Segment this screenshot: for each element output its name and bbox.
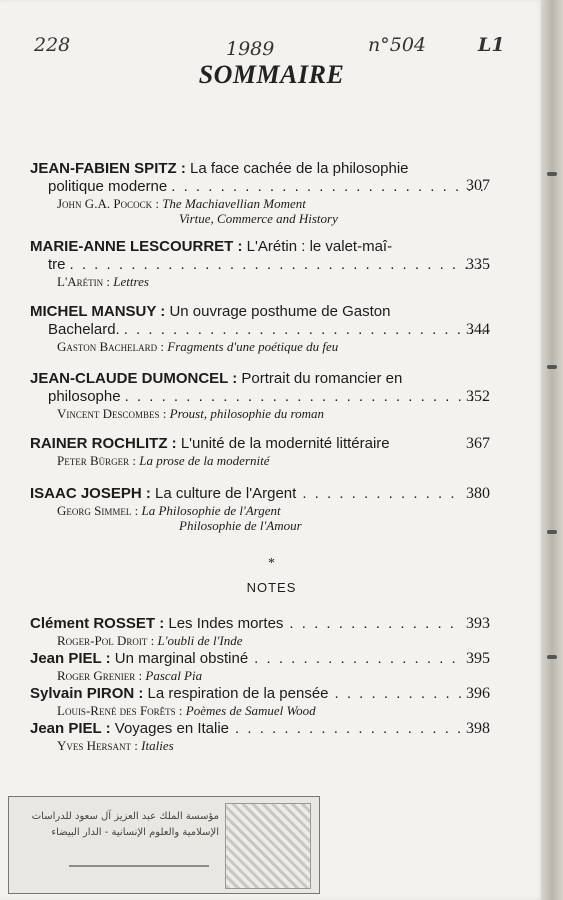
- note-page-number: 398: [466, 720, 490, 737]
- review-work: The Machiavellian Moment: [162, 196, 306, 211]
- entry-review-extra: Philosophie de l'Amour: [179, 518, 302, 533]
- entry-page-number: 367: [466, 435, 490, 452]
- entry-title: L'unité de la modernité littéraire: [180, 435, 390, 452]
- entry-author: ISAAC JOSEPH :: [30, 485, 151, 502]
- note-heading: [30, 720, 490, 738]
- note-title: La respiration de la pensée: [147, 685, 329, 702]
- entry-title-cont: [30, 388, 490, 406]
- note-heading: [30, 685, 490, 703]
- entry-heading: [30, 370, 490, 388]
- review-author: Louis-René des Forêts :: [57, 703, 183, 718]
- toc-entry: [30, 160, 490, 226]
- library-stamp: [8, 796, 320, 894]
- notes-heading: NOTES: [246, 580, 297, 595]
- entry-review: [30, 503, 490, 518]
- note-heading: [30, 615, 490, 633]
- leader-dots: [235, 720, 462, 738]
- note-heading: [30, 650, 490, 668]
- review-author: Gaston Bachelard :: [57, 339, 165, 354]
- note-entry: [30, 650, 490, 683]
- note-title: Les Indes mortes: [168, 615, 284, 632]
- review-author: Peter Bürger :: [57, 453, 137, 468]
- leader-dots: [125, 388, 490, 406]
- handwritten-code: L1: [478, 34, 505, 56]
- section-separator: *: [268, 556, 275, 571]
- leader-dots: [289, 615, 462, 633]
- review-work: Italies: [141, 738, 174, 753]
- entry-review: [30, 196, 490, 211]
- note-review: [30, 738, 490, 753]
- binding-edge: [541, 0, 563, 900]
- entry-title: L'Arétin : le valet-maî-: [246, 238, 393, 255]
- stamp-line: [69, 865, 209, 867]
- entry-author: MICHEL MANSUY :: [30, 303, 166, 320]
- entry-heading: [30, 303, 490, 321]
- leader-dots: [254, 650, 462, 668]
- leader-dots: [302, 485, 462, 503]
- entry-title-line2: Bachelard.: [48, 321, 120, 338]
- review-work: La prose de la modernité: [139, 453, 270, 468]
- note-entry: [30, 685, 490, 718]
- binding-hole: [547, 530, 557, 534]
- handwritten-issue: n°504: [368, 34, 427, 56]
- entry-title-line2: tre: [48, 256, 66, 273]
- entry-title: Portrait du romancier en: [241, 370, 403, 387]
- entry-page-number: 344: [466, 321, 490, 338]
- stamp-image: [225, 803, 311, 889]
- toc-entry: [30, 485, 490, 533]
- review-author: Roger Grenier :: [57, 668, 143, 683]
- entry-heading: [30, 435, 490, 453]
- toc-entry: [30, 238, 490, 289]
- review-work: Pascal Pia: [145, 668, 203, 683]
- review-author: Yves Hersant :: [57, 738, 138, 753]
- note-page-number: 395: [466, 650, 490, 667]
- binding-hole: [547, 365, 557, 369]
- note-author: Clément ROSSET :: [30, 615, 165, 632]
- handwritten-year: 1989: [226, 38, 275, 60]
- note-author: Jean PIEL :: [30, 720, 111, 737]
- entry-heading: [30, 160, 490, 178]
- entry-review: [30, 406, 490, 421]
- entry-page-number: 380: [466, 485, 490, 502]
- entry-title: Un ouvrage posthume de Gaston: [169, 303, 391, 320]
- toc-entry: [30, 370, 490, 421]
- entry-title-cont: [30, 178, 490, 196]
- entry-review: [30, 274, 490, 289]
- review-author: L'Arétin :: [57, 274, 111, 289]
- entry-author: JEAN-FABIEN SPITZ :: [30, 160, 186, 177]
- leader-dots: [171, 178, 490, 196]
- entry-title-cont: [30, 321, 490, 339]
- page-title: SOMMAIRE: [198, 60, 345, 89]
- review-author: Georg Simmel :: [57, 503, 139, 518]
- note-review: [30, 633, 490, 648]
- entry-heading: [30, 485, 490, 503]
- leader-dots: [124, 321, 490, 339]
- stamp-text: مؤسسة الملك عبد العزيز آل سعود للدراسات الإسلامية والعلوم الإنسانية - الدار البيضاء: [31, 811, 219, 838]
- binding-hole: [547, 172, 557, 176]
- entry-author: JEAN-CLAUDE DUMONCEL :: [30, 370, 238, 387]
- note-entry: [30, 720, 490, 753]
- entry-title-line2: politique moderne: [48, 178, 168, 195]
- review-work: Fragments d'une poétique du feu: [167, 339, 339, 354]
- entry-title-cont: [30, 256, 490, 274]
- note-review: [30, 703, 490, 718]
- entry-review-extra: Virtue, Commerce and History: [179, 211, 338, 226]
- entry-review: [30, 339, 490, 354]
- note-author: Jean PIEL :: [30, 650, 111, 667]
- note-entry: [30, 615, 490, 648]
- review-work: Proust, philosophie du roman: [169, 406, 324, 421]
- entry-title: La culture de l'Argent: [155, 485, 297, 502]
- entry-author: RAINER ROCHLITZ :: [30, 435, 177, 452]
- entry-title: La face cachée de la philosophie: [190, 160, 409, 177]
- note-author: Sylvain PIRON :: [30, 685, 144, 702]
- note-title: Voyages en Italie: [114, 720, 230, 737]
- review-work: Lettres: [113, 274, 149, 289]
- note-review: [30, 668, 490, 683]
- entry-page-number: 307: [466, 177, 490, 194]
- note-page-number: 396: [466, 685, 490, 702]
- binding-hole: [547, 655, 557, 659]
- entry-page-number: 335: [466, 256, 490, 273]
- entry-heading: [30, 238, 490, 256]
- entry-title-line2: philosophe: [48, 388, 121, 405]
- leader-dots: [335, 685, 462, 703]
- review-work: Poèmes de Samuel Wood: [185, 703, 316, 718]
- handwritten-number: 228: [34, 34, 71, 56]
- review-work: La Philosophie de l'Argent: [141, 503, 281, 518]
- toc-entry: [30, 435, 490, 468]
- entry-review: [30, 453, 490, 468]
- review-author: Vincent Descombes :: [57, 406, 167, 421]
- review-author: Roger-Pol Droit :: [57, 633, 155, 648]
- review-work: L'oubli de l'Inde: [157, 633, 243, 648]
- entry-author: MARIE-ANNE LESCOURRET :: [30, 238, 243, 255]
- toc-entry: [30, 303, 490, 354]
- entry-page-number: 352: [466, 388, 490, 405]
- review-author: John G.A. Pocock :: [57, 196, 159, 211]
- leader-dots: [70, 256, 490, 274]
- note-page-number: 393: [466, 615, 490, 632]
- note-title: Un marginal obstiné: [114, 650, 249, 667]
